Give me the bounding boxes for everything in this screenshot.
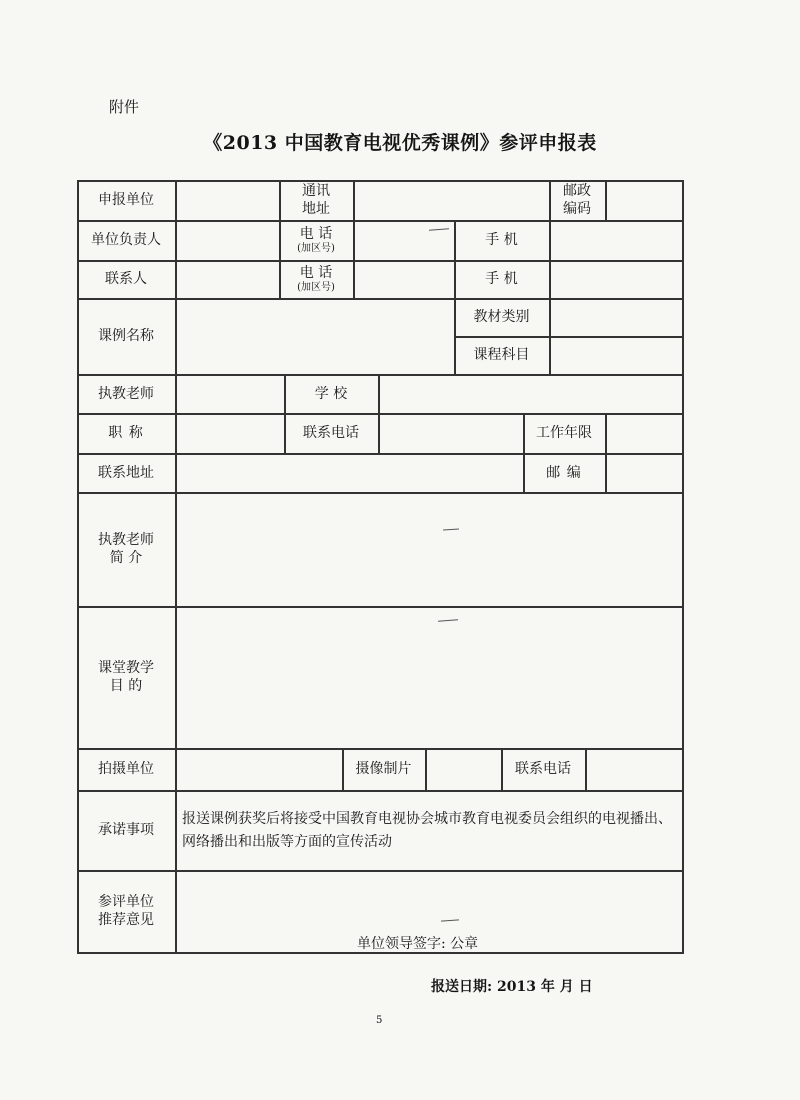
unit-head-field[interactable] — [177, 222, 277, 258]
recommendation-label-line: 参评单位 — [98, 894, 154, 910]
mailing-address-label — [279, 180, 353, 220]
commitment-text: 报送课例获奖后将接受中国教育电视协会城市教育电视委员会组织的电视播出、网络播出和出版等方面的宣传活动 — [182, 811, 672, 850]
unit-head-label: 单位负责人 — [91, 232, 161, 248]
contact-person-mobile-label: 手 机 — [485, 271, 518, 287]
table-line — [682, 180, 684, 954]
mailing-address-field[interactable] — [355, 182, 547, 218]
textbook-type-label: 教材类别 — [473, 309, 530, 325]
course-name-field[interactable] — [177, 300, 452, 372]
phone-label: 电 话 — [299, 265, 333, 281]
page-number: 5 — [376, 1015, 383, 1026]
filming-unit-label: 拍摄单位 — [98, 761, 154, 777]
page-title: 《2013 中国教育电视优秀课例》参评申报表 — [203, 132, 597, 154]
recommendation-field[interactable] — [177, 872, 681, 930]
area-code-note: (加区号) — [297, 243, 335, 254]
filming-contact-phone-field[interactable] — [587, 750, 681, 788]
camera-production-label: 摄像制片 — [355, 761, 412, 777]
contact-person-field[interactable] — [177, 262, 277, 296]
unit-head-phone-label — [279, 220, 353, 260]
signature-line: 单位领导签字: 公章 — [357, 936, 479, 952]
school-label: 学 校 — [314, 385, 348, 402]
mailing-address-label-line: 通讯 — [302, 183, 330, 199]
postal-code-label-line: 邮政 — [563, 183, 591, 199]
postal-code-label — [549, 180, 605, 220]
application-table — [77, 180, 684, 954]
contact-person-phone-field[interactable] — [355, 262, 452, 296]
mailing-address-label-line: 地址 — [302, 201, 330, 217]
teacher-contact-phone-label: 联系电话 — [303, 425, 359, 441]
course-subject-field[interactable] — [551, 338, 681, 372]
appendix-label: 附件 — [109, 98, 140, 116]
teacher-label: 执教老师 — [98, 385, 154, 402]
contact-person-mobile-field[interactable] — [551, 262, 681, 296]
unit-head-phone-field[interactable] — [355, 222, 452, 258]
recommendation-label — [77, 870, 175, 952]
teacher-intro-field[interactable] — [177, 494, 681, 604]
commitment-label: 承诺事项 — [98, 822, 154, 838]
teacher-field[interactable] — [177, 376, 282, 411]
teaching-goal-label-line: 目 的 — [109, 678, 143, 694]
teacher-intro-label-line: 简 介 — [109, 550, 143, 566]
zip-label: 邮 编 — [546, 464, 582, 481]
teacher-contact-phone-field[interactable] — [380, 415, 521, 451]
course-name-label: 课例名称 — [98, 328, 154, 344]
area-code-note: (加区号) — [297, 282, 335, 293]
phone-label: 电 话 — [299, 226, 333, 242]
contact-address-label: 联系地址 — [98, 464, 154, 481]
textbook-type-field[interactable] — [551, 300, 681, 334]
filming-contact-phone-label: 联系电话 — [515, 761, 571, 777]
school-field[interactable] — [380, 376, 681, 411]
course-subject-label: 课程科目 — [473, 347, 530, 363]
job-title-label: 职 称 — [108, 425, 144, 441]
recommendation-label-line: 推荐意见 — [98, 912, 154, 928]
reporting-unit-field[interactable] — [177, 182, 277, 218]
reporting-unit-label: 申报单位 — [98, 192, 154, 208]
contact-person-label: 联系人 — [105, 271, 147, 287]
job-title-field[interactable] — [177, 415, 282, 451]
unit-head-mobile-label: 手 机 — [485, 232, 518, 248]
submission-date: 报送日期: 2013 年 月 日 — [431, 979, 593, 995]
teaching-goal-label — [77, 606, 175, 748]
filming-unit-field[interactable] — [177, 750, 340, 788]
teacher-intro-label — [77, 492, 175, 606]
work-years-label: 工作年限 — [536, 425, 592, 441]
postal-code-label-line: 编码 — [563, 201, 591, 217]
zip-field[interactable] — [607, 455, 681, 490]
work-years-field[interactable] — [607, 415, 681, 451]
contact-address-field[interactable] — [177, 455, 521, 490]
teacher-intro-label-line: 执教老师 — [98, 532, 154, 548]
contact-phone-top-label — [279, 260, 353, 298]
postal-code-field[interactable] — [607, 182, 681, 218]
camera-production-field[interactable] — [427, 750, 499, 788]
teaching-goal-field[interactable] — [177, 608, 681, 746]
unit-head-mobile-field[interactable] — [551, 222, 681, 258]
teaching-goal-label-line: 课堂教学 — [98, 660, 154, 676]
